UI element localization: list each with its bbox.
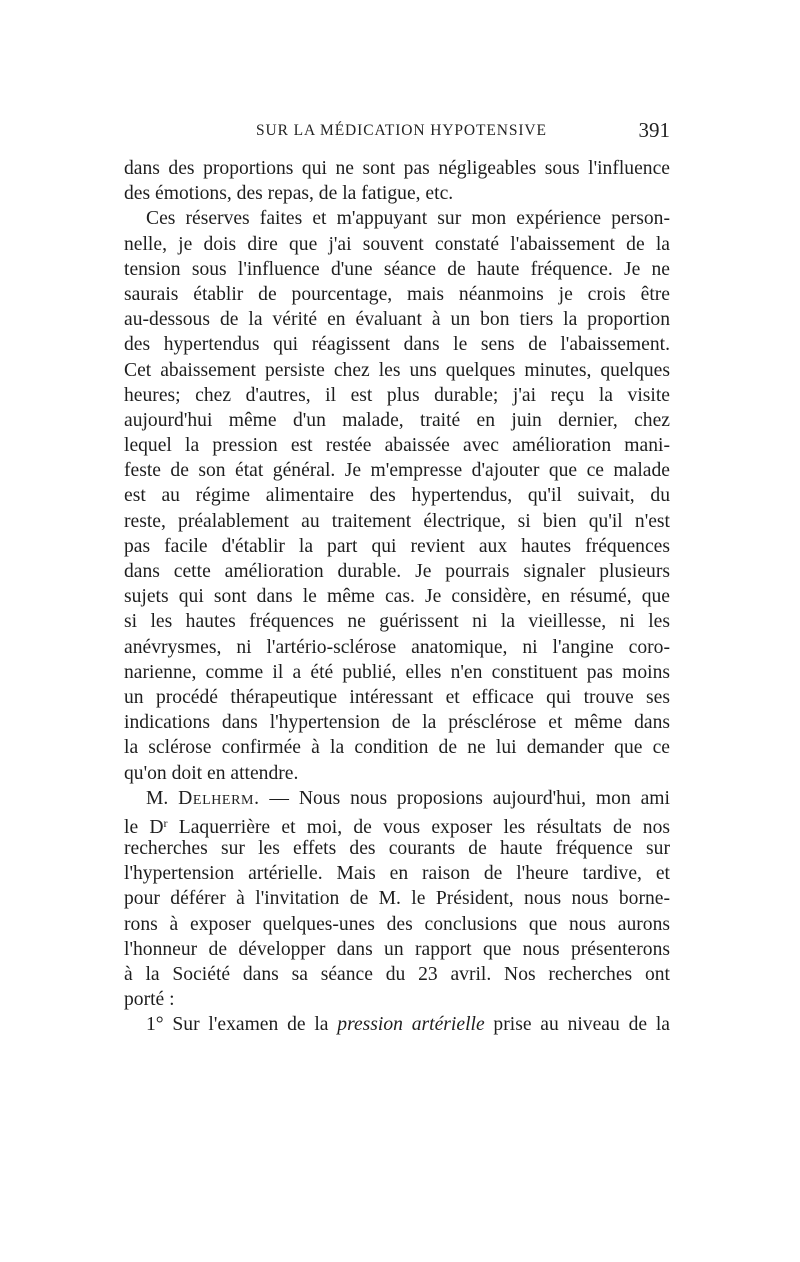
- text-line: au-dessous de la vérité en évaluant à un bon tiers la proportion: [124, 309, 670, 331]
- text-line: porté :: [124, 989, 175, 1011]
- text-line: pour déférer à l'invitation de M. le Président, nous nous borne-: [124, 888, 670, 910]
- running-head: [124, 118, 670, 146]
- speaker-line: [124, 786, 670, 811]
- text-line: tension sous l'influence d'une séance de haute fréquence. Je ne: [124, 258, 670, 280]
- text-line: des émotions, des repas, de la fatigue, etc.: [124, 183, 454, 205]
- text-line: est au régime alimentaire des hypertendus, qu'il suivait, du: [124, 485, 670, 507]
- text-line: indications dans l'hypertension de la présclérose et même dans: [124, 712, 670, 734]
- emphasis-term: pression artérielle: [337, 1014, 485, 1036]
- doctor-line-rest: Laquerrière et moi, de vous exposer les résultats de nos: [167, 816, 670, 838]
- text-line: dans des proportions qui ne sont pas négligeables sous l'influence: [124, 158, 670, 179]
- doctor-line: [124, 811, 670, 836]
- text-line: si les hautes fréquences ne guérissent ni la vieillesse, ni les: [124, 611, 670, 633]
- doctor-superscript: r: [163, 815, 168, 830]
- text-line: saurais établir de pourcentage, mais néanmoins je crois être: [124, 283, 670, 305]
- running-title: SUR LA MÉDICATION HYPOTENSIVE: [256, 122, 547, 139]
- text-line: heures; chez d'autres, il est plus durable; j'ai reçu la visite: [124, 384, 670, 406]
- text-line: feste de son état général. Je m'empresse d'ajouter que ce malade: [124, 460, 670, 482]
- text-line: dans cette amélioration durable. Je pourrais signaler plusieurs: [124, 561, 670, 582]
- text-line: à la Société dans sa séance du 23 avril. Nos recherches ont: [124, 964, 670, 985]
- text-line: la sclérose confirmée à la condition de ne lui demander que ce: [124, 737, 670, 759]
- text-line: lequel la pression est restée abaissée avec amélioration mani-: [124, 435, 670, 457]
- paragraph-start-line: Ces réserves faites et m'appuyant sur mon expérience person-: [146, 208, 670, 230]
- text-line: nelle, je dois dire que j'ai souvent constaté l'abaissement de la: [124, 233, 670, 255]
- text-line: rons à exposer quelques-unes des conclusions que nous aurons: [124, 913, 670, 935]
- text-line: qu'on doit en attendre.: [124, 762, 299, 784]
- text-line: l'honneur de développer dans un rapport que nous présenterons: [124, 938, 670, 960]
- text-line: aujourd'hui même d'un malade, traité en juin dernier, chez: [124, 409, 670, 431]
- text-line: sujets qui sont dans le même cas. Je considère, en résumé, que: [124, 586, 670, 608]
- text-line: anévrysmes, ni l'artério-sclérose anatomique, ni l'angine coro-: [124, 636, 670, 658]
- text-line: pas facile d'établir la part qui revient aux hautes fréquences: [124, 535, 670, 557]
- page-number: 391: [638, 118, 670, 142]
- list-item-start: 1° Sur l'examen de la: [146, 1014, 338, 1036]
- body-text: [124, 156, 670, 1038]
- speaker-line-rest: — Nous nous proposions aujourd'hui, mon ami: [259, 787, 670, 809]
- text-line: l'hypertension artérielle. Mais en raison de l'heure tardive, et: [124, 863, 670, 885]
- text-line: reste, préalablement au traitement électrique, si bien qu'il n'est: [124, 510, 670, 532]
- list-item-end: prise au niveau de la: [484, 1014, 670, 1036]
- text-line: narienne, comme il a été publié, elles n'en constituent pas moins: [124, 661, 670, 683]
- list-item-line: [124, 1012, 670, 1037]
- text-line: Cet abaissement persiste chez les uns quelques minutes, quelques: [124, 359, 670, 381]
- text-line: recherches sur les effets des courants de haute fréquence sur: [124, 838, 670, 860]
- text-line: un procédé thérapeutique intéressant et efficace qui trouve ses: [124, 686, 670, 708]
- doctor-line-start: le D: [124, 816, 164, 838]
- speaker-name: Delherm.: [178, 787, 260, 809]
- text-line: des hypertendus qui réagissent dans le sens de l'abaissement.: [124, 334, 670, 356]
- speaker-prefix: M.: [146, 787, 179, 809]
